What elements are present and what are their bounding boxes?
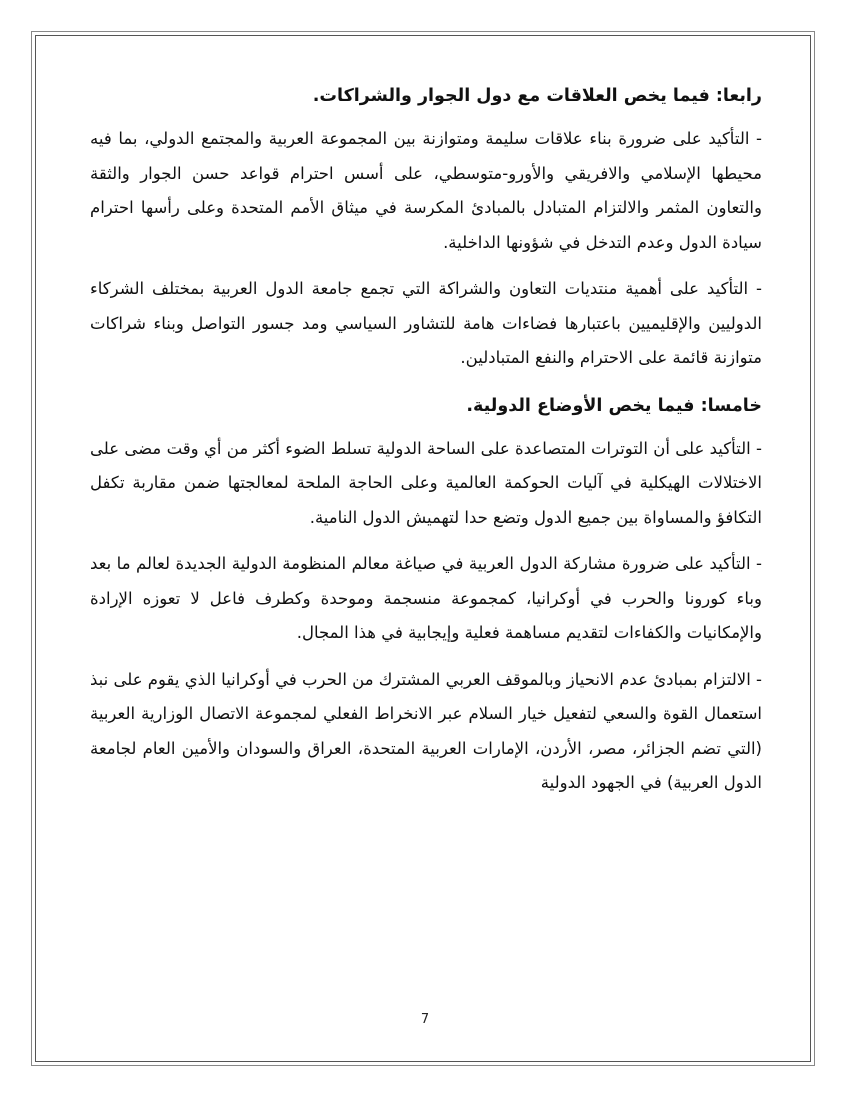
page-number: 7 xyxy=(420,1012,430,1027)
section-4-paragraph-1: - التأكيد على ضرورة بناء علاقات سليمة ومتوازنة بين المجموعة العربية والمجتمع الدولي، بما فيه محيطها الإسلامي والافريقي والأورو-متوسطي، على أسس احترام قواعد حسن الجوار والثقة والتعاون المثمر والالتزام المتبادل بالمبادئ المكرسة في ميثاق الأمم المتحدة وعلى رأسها احترام سيادة الدول وعدم التدخل في شؤونها الداخلية. xyxy=(90,129,762,252)
section-5-paragraph-3: - الالتزام بمبادئ عدم الانحياز وبالموقف العربي المشترك من الحرب في أوكرانيا الذي يقوم على نبذ استعمال القوة والسعي لتفعيل خيار السلام عبر الانخراط الفعلي لمجموعة الاتصال الوزارية العربية (التي تضم الجزائر، مصر، الأردن، الإمارات العربية المتحدة، العراق والسودان والأمين العام لجامعة الدول العربية) في الجهود الدولية xyxy=(90,669,762,792)
section-5-paragraph-2: - التأكيد على ضرورة مشاركة الدول العربية في صياغة معالم المنظومة الدولية الجديدة لعالم ما بعد وباء كورونا والحرب في أوكرانيا، كمجموعة منسجمة وموحدة وكطرف فاعل لا تعوزه الإرادة والإمكانيات والكفاءات لتقديم مساهمة فعلية وإيجابية في هذا المجال. xyxy=(90,554,762,642)
section-4-paragraph-2: - التأكيد على أهمية منتديات التعاون والشراكة التي تجمع جامعة الدول العربية بمختلف الشركاء الدوليين والإقليميين باعتبارها فضاءات هامة للتشاور السياسي ومد جسور التواصل وبناء شراكات متوازنة قائمة على الاحترام والنفع المتبادلين. xyxy=(90,279,762,367)
section-5-heading: خامسا: فيما يخص الأوضاع الدولية. xyxy=(466,395,762,416)
document-body xyxy=(90,78,762,813)
section-4-heading: رابعا: فيما يخص العلاقات مع دول الجوار والشراكات. xyxy=(312,86,762,106)
section-5-paragraph-1: - التأكيد على أن التوترات المتصاعدة على الساحة الدولية تسلط الضوء أكثر من أي وقت مضى على الاختلالات الهيكلية في آليات الحوكمة العالمية وعلى الحاجة الملحة لمعالجتها ضمن مقاربة تكفل التكافؤ والمساواة بين جميع الدول وتضع حدا لتهميش الدول النامية. xyxy=(90,438,762,527)
